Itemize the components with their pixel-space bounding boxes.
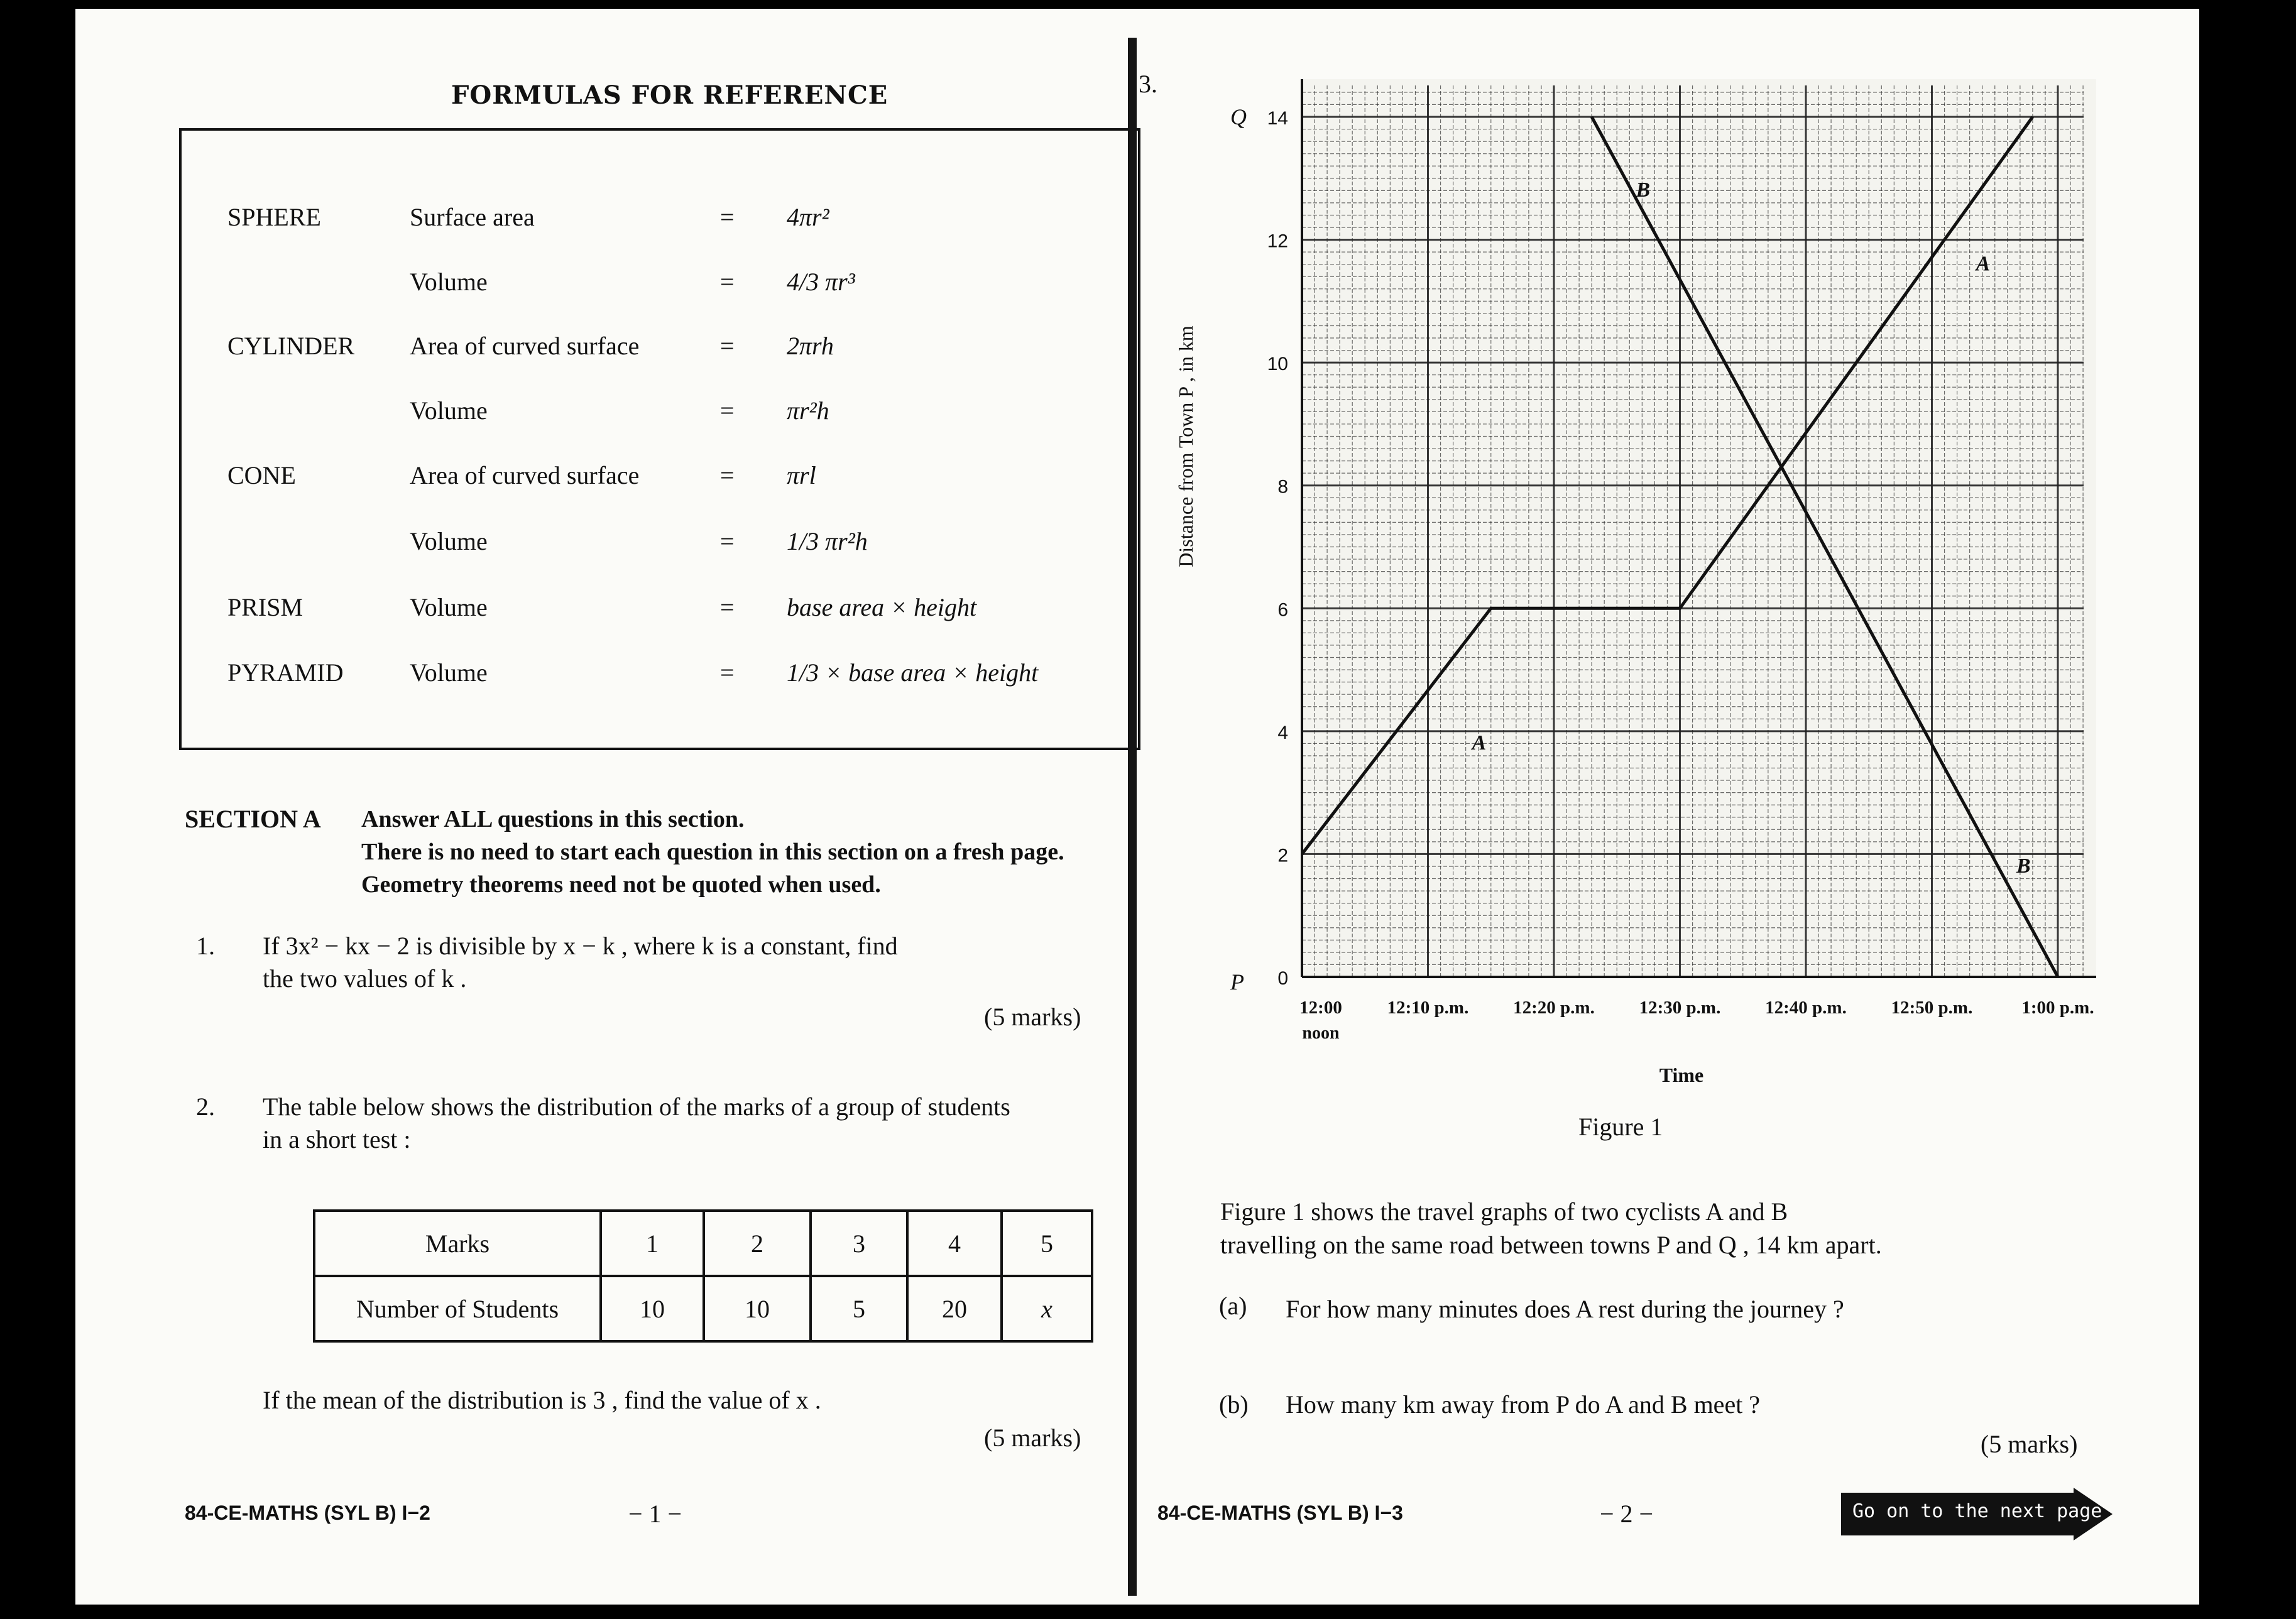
y-tick-label: 14 bbox=[1267, 108, 1288, 129]
part-b-question: How many km away from P do A and B meet ? bbox=[1286, 1390, 1761, 1419]
x-tick-sublabel: noon bbox=[1302, 1023, 1340, 1043]
table-cell: 3 bbox=[811, 1211, 907, 1276]
graph-paper bbox=[1302, 79, 2096, 977]
formula-equals: = bbox=[720, 461, 735, 489]
town-p-label: P bbox=[1230, 969, 1244, 995]
x-tick-label: 12:40 p.m. bbox=[1765, 998, 1847, 1018]
formula-expression: 1/3 πr²h bbox=[787, 527, 868, 555]
formula-solid: CYLINDER bbox=[227, 332, 355, 360]
go-on-next-page-banner bbox=[1841, 1488, 2111, 1540]
question-2-line-2: in a short test : bbox=[263, 1125, 411, 1153]
formula-equals: = bbox=[720, 332, 735, 360]
x-tick-label: 1:00 p.m. bbox=[2021, 998, 2094, 1018]
page-number-right: − 2 − bbox=[1600, 1500, 1654, 1528]
formula-quantity: Area of curved surface bbox=[410, 332, 640, 360]
table-cell: Number of Students bbox=[314, 1276, 601, 1341]
formula-equals: = bbox=[720, 527, 735, 555]
part-b-label: (b) bbox=[1219, 1390, 1249, 1419]
formula-quantity: Volume bbox=[410, 658, 488, 687]
formula-expression: 4/3 πr³ bbox=[787, 268, 855, 296]
formula-quantity: Surface area bbox=[410, 203, 535, 231]
formula-equals: = bbox=[720, 203, 735, 231]
page-number-left: − 1 − bbox=[628, 1500, 682, 1528]
question-1-line-1: If 3x² − kx − 2 is divisible by x − k , where k is a constant, find bbox=[263, 932, 898, 960]
table-cell: 20 bbox=[907, 1276, 1002, 1341]
formula-expression: 2πrh bbox=[787, 332, 834, 360]
town-q-label: Q bbox=[1230, 104, 1247, 129]
formula-quantity: Volume bbox=[410, 527, 488, 555]
y-tick-label: 8 bbox=[1277, 476, 1288, 498]
question-2-line-1: The table below shows the distribution of the marks of a group of students bbox=[263, 1093, 1010, 1121]
y-tick-label: 0 bbox=[1277, 968, 1288, 989]
go-on-next-page-text: Go on to the next page bbox=[1852, 1500, 2102, 1522]
x-tick-label: 12:00 bbox=[1299, 998, 1342, 1018]
x-tick-label: 12:50 p.m. bbox=[1891, 998, 1973, 1018]
formula-expression: 1/3 × base area × height bbox=[787, 658, 1039, 687]
table-cell: 10 bbox=[601, 1276, 704, 1341]
formula-quantity: Volume bbox=[410, 396, 488, 425]
section-instruction-3: Geometry theorems need not be quoted when used. bbox=[361, 871, 881, 898]
section-instruction-1: Answer ALL questions in this section. bbox=[361, 806, 745, 832]
question-2-marks: (5 marks) bbox=[984, 1424, 1081, 1452]
question-1-line-2: the two values of k . bbox=[263, 964, 467, 993]
footer-code-left: 84-CE-MATHS (SYL B) I−2 bbox=[185, 1502, 430, 1524]
formula-quantity: Area of curved surface bbox=[410, 461, 640, 489]
formula-expression: 4πr² bbox=[787, 203, 829, 231]
y-tick-label: 10 bbox=[1267, 354, 1288, 375]
formula-expression: πr²h bbox=[787, 396, 829, 425]
y-tick-label: 4 bbox=[1277, 722, 1288, 743]
formula-equals: = bbox=[720, 593, 735, 621]
series-label-a: A bbox=[1976, 252, 1991, 276]
y-tick-label: 6 bbox=[1277, 599, 1288, 621]
table-cell: 5 bbox=[1002, 1211, 1092, 1276]
formula-quantity: Volume bbox=[410, 268, 488, 296]
table-cell: x bbox=[1002, 1276, 1092, 1341]
figure-description-2: travelling on the same road between towns P and Q , 14 km apart. bbox=[1220, 1231, 1882, 1259]
formula-quantity: Volume bbox=[410, 593, 488, 621]
figure-description-1: Figure 1 shows the travel graphs of two cyclists A and B bbox=[1220, 1197, 1788, 1226]
formula-solid: PRISM bbox=[227, 593, 303, 621]
question-2-number: 2. bbox=[196, 1093, 215, 1121]
series-label-a: A bbox=[1472, 731, 1487, 755]
part-a-label: (a) bbox=[1219, 1292, 1247, 1320]
x-tick-label: 12:30 p.m. bbox=[1639, 998, 1721, 1018]
part-a-question: For how many minutes does A rest during the journey ? bbox=[1286, 1295, 1844, 1323]
table-cell: Marks bbox=[314, 1211, 601, 1276]
y-tick-label: 12 bbox=[1267, 231, 1288, 252]
section-label: SECTION A bbox=[185, 805, 321, 833]
table-cell: 2 bbox=[704, 1211, 811, 1276]
formula-equals: = bbox=[720, 396, 735, 425]
x-tick-label: 12:20 p.m. bbox=[1513, 998, 1595, 1018]
question-1-number: 1. bbox=[196, 932, 215, 960]
series-label-b: B bbox=[1636, 178, 1651, 202]
table-cell: 10 bbox=[704, 1276, 811, 1341]
formulas-title: FORMULAS FOR REFERENCE bbox=[451, 80, 888, 110]
formula-expression: base area × height bbox=[787, 593, 977, 621]
formula-equals: = bbox=[720, 658, 735, 687]
formula-solid: PYRAMID bbox=[227, 658, 344, 687]
formula-solid: SPHERE bbox=[227, 203, 321, 231]
question-3-number: 3. bbox=[1139, 70, 1157, 98]
table-cell: 5 bbox=[811, 1276, 907, 1341]
y-tick-label: 2 bbox=[1277, 845, 1288, 866]
formula-expression: πrl bbox=[787, 461, 816, 489]
x-axis-title: Time bbox=[1659, 1064, 1704, 1086]
section-instruction-2: There is no need to start each question in this section on a fresh page. bbox=[361, 839, 1064, 865]
question-3-marks: (5 marks) bbox=[1981, 1430, 2078, 1458]
table-cell: 1 bbox=[601, 1211, 704, 1276]
figure-caption: Figure 1 bbox=[1578, 1113, 1663, 1141]
x-tick-label: 12:10 p.m. bbox=[1387, 998, 1469, 1018]
formula-solid: CONE bbox=[227, 461, 296, 489]
table-cell: 4 bbox=[907, 1211, 1002, 1276]
footer-code-right: 84-CE-MATHS (SYL B) I−3 bbox=[1157, 1502, 1403, 1524]
question-1-marks: (5 marks) bbox=[984, 1003, 1081, 1031]
formula-equals: = bbox=[720, 268, 735, 296]
series-label-b: B bbox=[2016, 854, 2031, 878]
question-2-line-3: If the mean of the distribution is 3 , find the value of x . bbox=[263, 1386, 821, 1414]
y-axis-title: Distance from Town P , in km bbox=[1174, 325, 1197, 567]
